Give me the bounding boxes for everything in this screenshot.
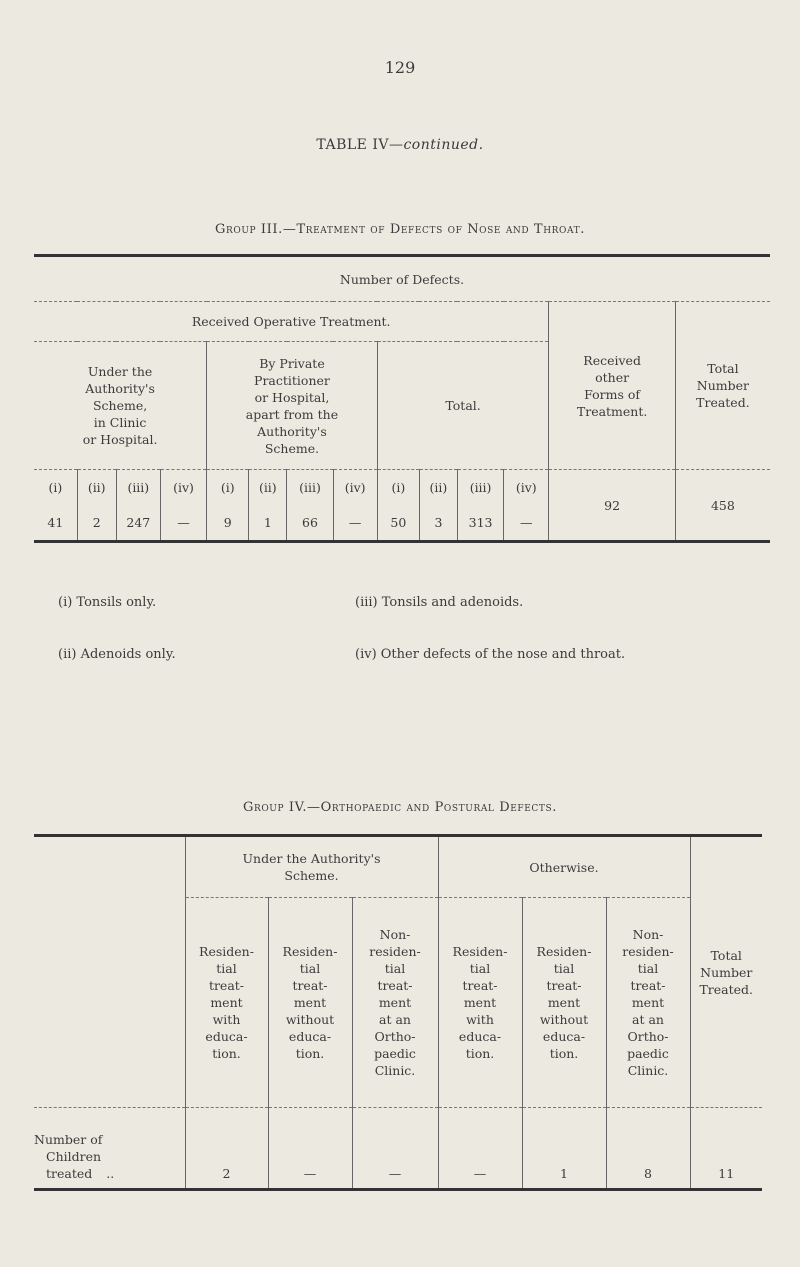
sub-header: (i) bbox=[207, 470, 249, 506]
group4-table bbox=[34, 834, 762, 1191]
sub-header: (ii) bbox=[77, 470, 116, 506]
value-cell: — bbox=[438, 1108, 522, 1190]
number-of-defects-header: Number of Defects. bbox=[34, 256, 770, 302]
note-iii: (iii) Tonsils and adenoids. bbox=[355, 595, 524, 610]
value-cell: 9 bbox=[207, 506, 249, 542]
sub-header: (ii) bbox=[249, 470, 287, 506]
total-number-value: 11 bbox=[690, 1108, 762, 1190]
table-title-main: TABLE IV bbox=[316, 137, 389, 153]
note-iv: (iv) Other defects of the nose and throat. bbox=[355, 647, 626, 662]
table-title bbox=[0, 137, 800, 153]
under-authority-header: Under the Authority's Scheme. bbox=[185, 836, 438, 898]
received-other-value: 92 bbox=[549, 470, 675, 542]
value-cell: 66 bbox=[287, 506, 333, 542]
value-cell: — bbox=[352, 1108, 438, 1190]
value-cell: 1 bbox=[249, 506, 287, 542]
sub-header: (ii) bbox=[419, 470, 457, 506]
value-cell: 247 bbox=[116, 506, 160, 542]
sub-header: (iii) bbox=[457, 470, 503, 506]
value-cell: 1 bbox=[522, 1108, 606, 1190]
page-number: 129 bbox=[384, 58, 416, 77]
residential-with-education-header: Residen- tial treat- ment with educa- tion. bbox=[185, 898, 268, 1108]
sub-header: (iii) bbox=[116, 470, 160, 506]
total-number-header: Total Number Treated. bbox=[696, 361, 750, 410]
group4-title: Group IV.—Orthopaedic and Postural Defects. bbox=[242, 800, 558, 815]
value-cell: 2 bbox=[77, 506, 116, 542]
value-cell: — bbox=[504, 506, 549, 542]
sub-header: (i) bbox=[377, 470, 419, 506]
value-cell: 2 bbox=[185, 1108, 268, 1190]
non-residential-clinic-header: Non- residen- tial treat- ment at an Ortho- paedic Clinic. bbox=[352, 898, 438, 1108]
value-cell: — bbox=[333, 506, 377, 542]
received-operative-header: Received Operative Treatment. bbox=[34, 302, 549, 342]
group3-title: Group III.—Treatment of Defects of Nose and Throat. bbox=[215, 222, 585, 237]
otherwise-header: Otherwise. bbox=[438, 836, 690, 898]
value-cell: — bbox=[160, 506, 206, 542]
sub-header: (i) bbox=[34, 470, 77, 506]
total-number-value: 458 bbox=[675, 470, 770, 542]
row-label-header bbox=[34, 836, 185, 1108]
otherwise-residential-with-education-header: Residen- tial treat- ment with educa- tion. bbox=[438, 898, 522, 1108]
sub-header: (iv) bbox=[160, 470, 206, 506]
note-i: (i) Tonsils only. bbox=[58, 595, 157, 610]
total-operative-header: Total. bbox=[377, 342, 549, 470]
value-cell: 3 bbox=[419, 506, 457, 542]
value-cell: 41 bbox=[34, 506, 77, 542]
private-practitioner-header: By Private Practitioner or Hospital, apart from the Authority's Scheme. bbox=[207, 342, 378, 470]
value-cell: 313 bbox=[457, 506, 503, 542]
under-authority-header: Under the Authority's Scheme, in Clinic or Hospital. bbox=[34, 342, 207, 470]
table-title-suffix: —continued. bbox=[388, 137, 484, 153]
group3-table bbox=[34, 254, 770, 543]
note-ii: (ii) Adenoids only. bbox=[58, 647, 176, 662]
otherwise-residential-without-education-header: Residen- tial treat- ment without educa- tion. bbox=[522, 898, 606, 1108]
sub-header: (iv) bbox=[333, 470, 377, 506]
otherwise-non-residential-clinic-header: Non- residen- tial treat- ment at an Ortho- paedic Clinic. bbox=[606, 898, 690, 1108]
sub-header: (iii) bbox=[287, 470, 333, 506]
sub-header: (iv) bbox=[504, 470, 549, 506]
received-other-header: Received other Forms of Treatment. bbox=[549, 302, 675, 470]
value-cell: 8 bbox=[606, 1108, 690, 1190]
value-cell: 50 bbox=[377, 506, 419, 542]
value-cell: — bbox=[268, 1108, 352, 1190]
children-treated-label: Number of Children treated .. bbox=[34, 1108, 185, 1190]
residential-without-education-header: Residen- tial treat- ment without educa- tion. bbox=[268, 898, 352, 1108]
total-number-header: Total Number Treated. bbox=[699, 947, 754, 997]
